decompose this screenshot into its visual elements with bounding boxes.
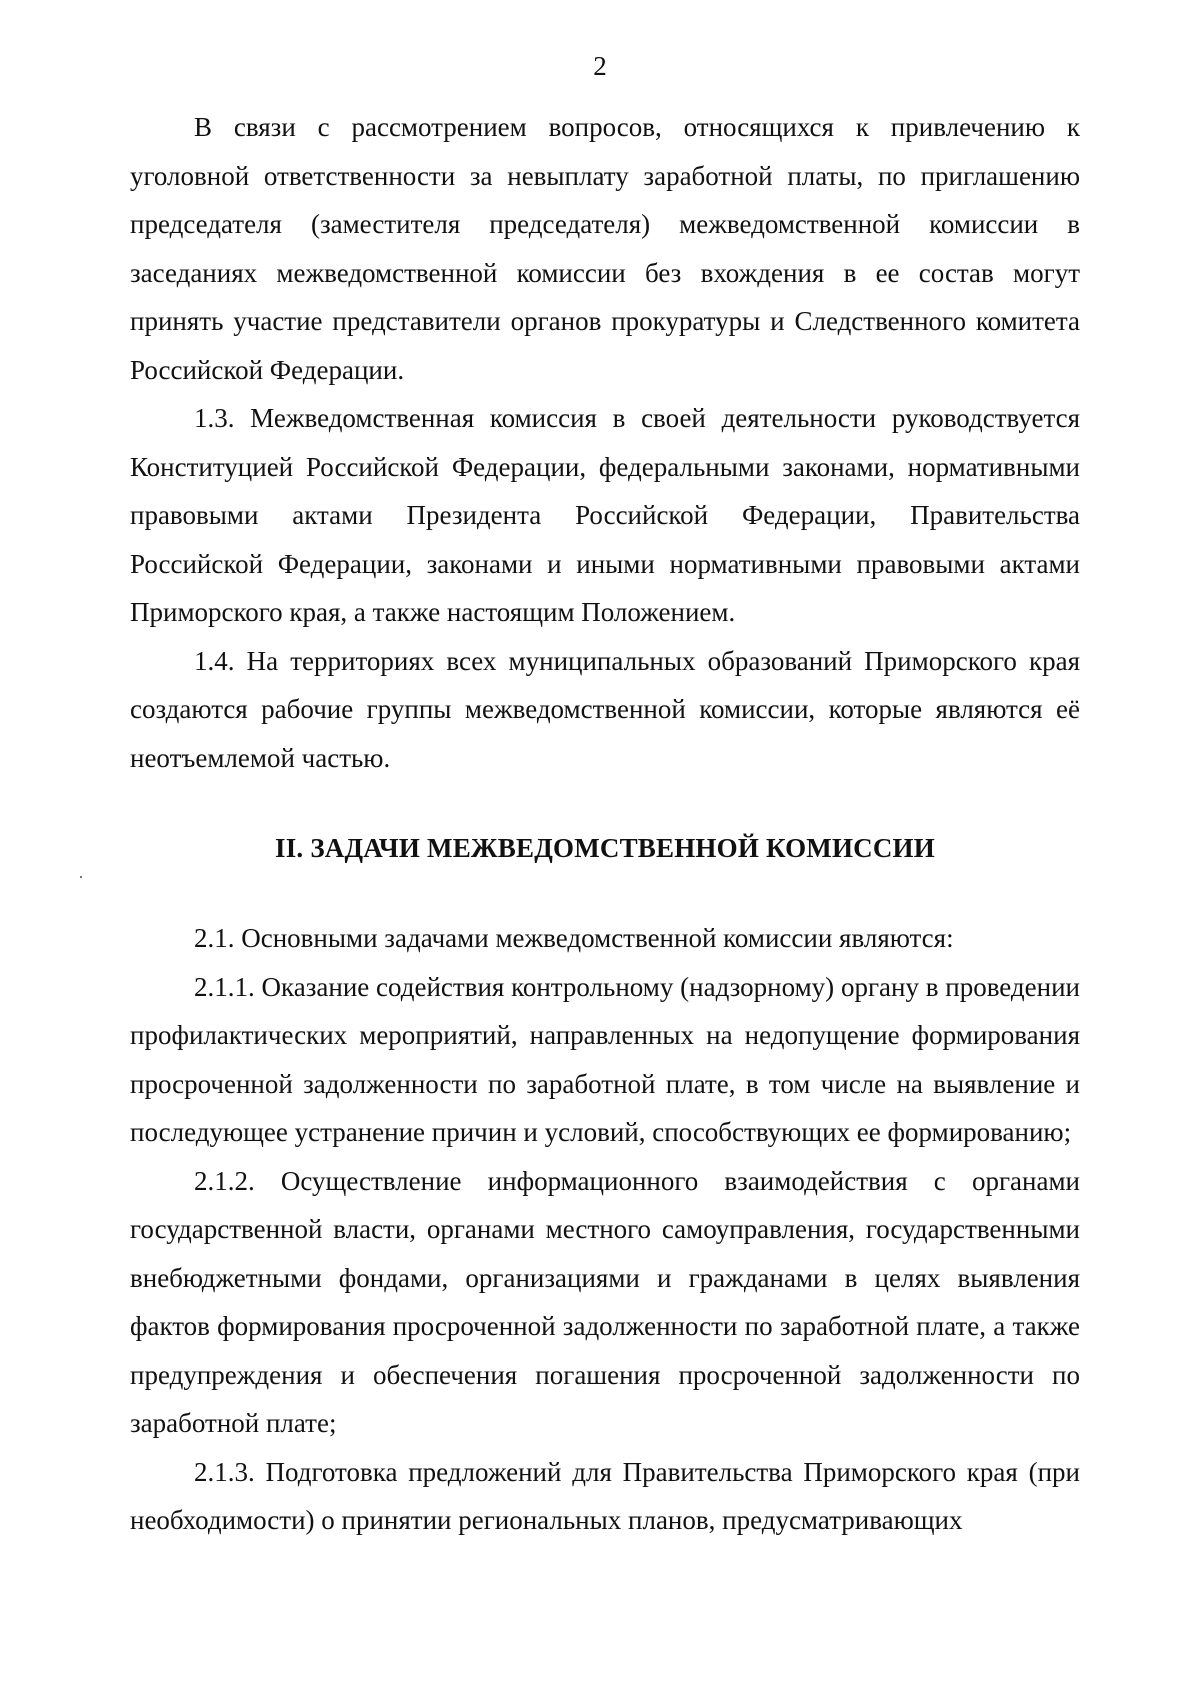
page-number: 2	[593, 51, 607, 81]
paragraph-2-1: 2.1. Основными задачами межведомственной комиссии являются:	[194, 923, 954, 953]
paragraph-2-1-2: 2.1.2. Осуществление информационного взаимодействия с органами государственной власти, органами местного самоуправления, государственными внебюджетными фондами, организациями и гражданами в целях выявления фактов формирования просроченной задолженности по заработной плате, а также предупреждения и обеспечения погашения просроченной задолженности по заработной плате;	[130, 1165, 1080, 1438]
section-heading: II. ЗАДАЧИ МЕЖВЕДОМСТВЕННОЙ КОМИССИИ	[275, 833, 935, 863]
paragraph-invitation-prosecutors: В связи с рассмотрением вопросов, относящихся к привлечению к уголовной ответственности за невыплату заработной платы, по приглашению председателя (заместителя председателя) межведомственной комиссии в заседаниях межведомственной комиссии без вхождения в ее состав могут принять участие представители органов прокуратуры и Следственного комитета Российской Федерации.	[130, 112, 1080, 385]
scan-speck	[80, 876, 82, 878]
paragraph-1-3: 1.3. Межведомственная комиссия в своей деятельности руководствуется Конституцией Российской Федерации, федеральными законами, нормативными правовыми актами Президента Российской Федерации, Правительства Российской Федерации, законами и иными нормативными правовыми актами Приморского края, а также настоящим Положением.	[130, 403, 1080, 627]
paragraph-2-1-3: 2.1.3. Подготовка предложений для Правительства Приморского края (при необходимости) о принятии региональных планов, предусматривающих	[130, 1456, 1080, 1535]
paragraph-2-1-1: 2.1.1. Оказание содействия контрольному (надзорному) органу в проведении профилактических мероприятий, направленных на недопущение формирования просроченной задолженности по заработной плате, в том числе на выявление и последующее устранение причин и условий, способствующих ее формированию;	[130, 971, 1080, 1147]
document-body	[130, 103, 1080, 1545]
paragraph-1-4: 1.4. На территориях всех муниципальных образований Приморского края создаются рабочие группы межведомственной комиссии, которые являются её неотъемлемой частью.	[130, 645, 1080, 773]
